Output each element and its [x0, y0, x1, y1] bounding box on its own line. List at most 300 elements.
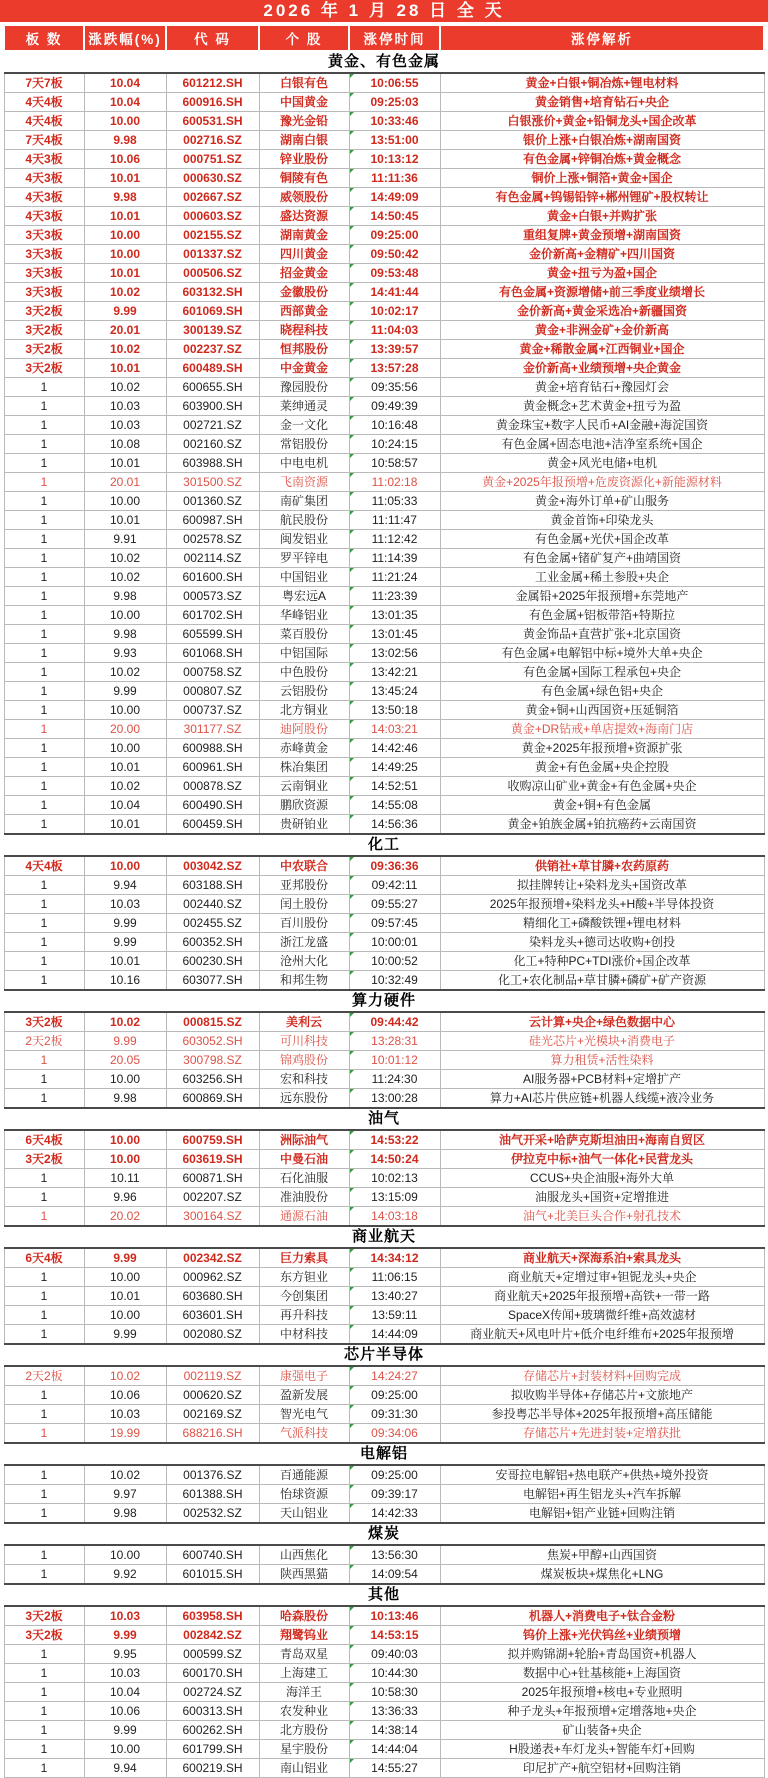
limit-up-time-cell: 11:02:18 — [349, 473, 440, 492]
cell-corner-mark-icon — [350, 1207, 354, 1211]
stock-row[interactable] — [4, 530, 764, 549]
analysis-cell: 黄金+风光电储+电机 — [440, 454, 764, 473]
boards-cell: 1 — [4, 933, 84, 952]
analysis-cell: 黄金+非洲金矿+金价新高 — [440, 321, 764, 340]
stock-row[interactable] — [4, 1485, 764, 1504]
cell-corner-mark-icon — [350, 1424, 354, 1428]
cell-corner-mark-icon — [350, 1188, 354, 1192]
cell-corner-mark-icon — [350, 416, 354, 420]
stock-name-cell: 华峰铝业 — [259, 606, 349, 625]
code-cell: 000878.SZ — [166, 777, 259, 796]
limit-up-time-cell: 14:49:09 — [349, 188, 440, 207]
boards-cell: 1 — [4, 1188, 84, 1207]
cell-corner-mark-icon — [350, 857, 354, 861]
code-cell: 600655.SH — [166, 378, 259, 397]
stock-name-cell: 中曼石油 — [259, 1150, 349, 1169]
limit-up-time-cell: 13:45:24 — [349, 682, 440, 701]
stock-name-cell: 美利云 — [259, 1012, 349, 1032]
code-cell: 603680.SH — [166, 1287, 259, 1306]
cell-corner-mark-icon — [350, 720, 354, 724]
cell-corner-mark-icon — [350, 207, 354, 211]
pct-cell: 10.06 — [84, 1702, 166, 1721]
cell-corner-mark-icon — [350, 169, 354, 173]
table-body — [4, 51, 764, 1778]
pct-cell: 10.03 — [84, 416, 166, 435]
stock-row[interactable] — [4, 933, 764, 952]
analysis-cell: 黄金饰品+直营扩张+北京国资 — [440, 625, 764, 644]
stock-row[interactable] — [4, 914, 764, 933]
stock-name-cell: 今创集团 — [259, 1287, 349, 1306]
boards-cell: 7天7板 — [4, 73, 84, 93]
cell-corner-mark-icon — [350, 682, 354, 686]
boards-cell: 1 — [4, 1702, 84, 1721]
stock-row[interactable] — [4, 492, 764, 511]
limit-up-time-cell: 09:25:03 — [349, 93, 440, 112]
boards-cell: 1 — [4, 1504, 84, 1524]
boards-cell: 1 — [4, 1664, 84, 1683]
limit-up-time-cell: 13:59:11 — [349, 1306, 440, 1325]
code-cell: 002724.SZ — [166, 1683, 259, 1702]
cell-corner-mark-icon — [350, 112, 354, 116]
stock-name-cell: 通源石油 — [259, 1207, 349, 1227]
code-cell: 605599.SH — [166, 625, 259, 644]
stock-row[interactable] — [4, 1405, 764, 1424]
boards-cell: 1 — [4, 1070, 84, 1089]
stock-name-cell: 再升科技 — [259, 1306, 349, 1325]
stock-row[interactable] — [4, 1130, 764, 1150]
analysis-cell: 拟挂牌转让+染料龙头+国资改革 — [440, 876, 764, 895]
boards-cell: 1 — [4, 971, 84, 991]
stock-row[interactable] — [4, 150, 764, 169]
boards-cell: 3天2板 — [4, 1606, 84, 1626]
pct-cell: 9.98 — [84, 587, 166, 606]
analysis-cell: 化工+特种PC+TDI涨价+国企改革 — [440, 952, 764, 971]
stock-name-cell: 和邦生物 — [259, 971, 349, 991]
stock-row[interactable] — [4, 587, 764, 606]
cell-corner-mark-icon — [350, 1626, 354, 1630]
cell-corner-mark-icon — [350, 321, 354, 325]
stock-name-cell: 云南铜业 — [259, 777, 349, 796]
code-cell: 601799.SH — [166, 1740, 259, 1759]
stock-name-cell: 中电电机 — [259, 454, 349, 473]
column-header-name: 个 股 — [259, 25, 349, 51]
analysis-cell: 收购凉山矿业+黄金+有色金属+央企 — [440, 777, 764, 796]
cell-corner-mark-icon — [350, 1268, 354, 1272]
stock-name-cell: 远东股份 — [259, 1089, 349, 1109]
stock-row[interactable] — [4, 895, 764, 914]
cell-corner-mark-icon — [350, 1721, 354, 1725]
limit-up-time-cell: 14:50:24 — [349, 1150, 440, 1169]
cell-corner-mark-icon — [350, 739, 354, 743]
stock-name-cell: 百通能源 — [259, 1465, 349, 1485]
limit-up-time-cell: 09:40:03 — [349, 1645, 440, 1664]
stock-row[interactable] — [4, 454, 764, 473]
limit-up-time-cell: 09:25:00 — [349, 1386, 440, 1405]
stock-row[interactable] — [4, 1150, 764, 1169]
stock-row[interactable] — [4, 93, 764, 112]
stock-name-cell: 气派科技 — [259, 1424, 349, 1444]
limit-up-time-cell: 14:38:14 — [349, 1721, 440, 1740]
boards-cell: 1 — [4, 914, 84, 933]
section-header-row — [4, 51, 764, 73]
pct-cell: 10.00 — [84, 245, 166, 264]
stock-row[interactable] — [4, 1545, 764, 1565]
stock-name-cell: 金一文化 — [259, 416, 349, 435]
boards-cell: 4天3板 — [4, 207, 84, 226]
boards-cell: 1 — [4, 1169, 84, 1188]
limit-up-time-cell: 13:42:21 — [349, 663, 440, 682]
code-cell: 001360.SZ — [166, 492, 259, 511]
code-cell: 600531.SH — [166, 112, 259, 131]
stock-row[interactable] — [4, 1645, 764, 1664]
stock-row[interactable] — [4, 207, 764, 226]
analysis-cell: 黄金+2025年报预增+资源扩张 — [440, 739, 764, 758]
stock-row[interactable] — [4, 1759, 764, 1778]
pct-cell: 10.00 — [84, 606, 166, 625]
stock-name-cell: 中农联合 — [259, 856, 349, 876]
limit-up-time-cell: 14:56:36 — [349, 815, 440, 835]
stock-row[interactable] — [4, 971, 764, 991]
stock-row[interactable] — [4, 169, 764, 188]
cell-corner-mark-icon — [350, 758, 354, 762]
stock-name-cell: 赤峰黄金 — [259, 739, 349, 758]
stock-row[interactable] — [4, 1721, 764, 1740]
stock-row[interactable] — [4, 1070, 764, 1089]
code-cell: 002119.SZ — [166, 1366, 259, 1386]
analysis-cell: 黄金+海外订单+矿山服务 — [440, 492, 764, 511]
stock-name-cell: 天山铝业 — [259, 1504, 349, 1524]
column-header-code: 代 码 — [166, 25, 259, 51]
analysis-cell: 有色金属+国际工程承包+央企 — [440, 663, 764, 682]
pct-cell: 10.00 — [84, 112, 166, 131]
analysis-cell: 有色金属+电解铝中标+境外大单+央企 — [440, 644, 764, 663]
stock-row[interactable] — [4, 815, 764, 835]
stock-row[interactable] — [4, 758, 764, 777]
limit-up-time-cell: 10:24:15 — [349, 435, 440, 454]
pct-cell: 9.98 — [84, 188, 166, 207]
stock-row[interactable] — [4, 739, 764, 758]
analysis-cell: 油服龙头+国资+定增推进 — [440, 1188, 764, 1207]
stock-row[interactable] — [4, 340, 764, 359]
analysis-cell: 煤炭板块+煤焦化+LNG — [440, 1565, 764, 1585]
cell-corner-mark-icon — [350, 1466, 354, 1470]
pct-cell: 10.01 — [84, 511, 166, 530]
stock-name-cell: 云铝股份 — [259, 682, 349, 701]
cell-corner-mark-icon — [350, 701, 354, 705]
pct-cell: 20.01 — [84, 321, 166, 340]
pct-cell: 9.92 — [84, 1565, 166, 1585]
stock-row[interactable] — [4, 1565, 764, 1585]
pct-cell: 9.99 — [84, 1032, 166, 1051]
cell-corner-mark-icon — [350, 1565, 354, 1569]
stock-name-cell: 飞南资源 — [259, 473, 349, 492]
analysis-cell: 黄金+铂族金属+铂抗癌药+云南国资 — [440, 815, 764, 835]
stock-row[interactable] — [4, 1169, 764, 1188]
stock-row[interactable] — [4, 682, 764, 701]
cell-corner-mark-icon — [350, 777, 354, 781]
cell-corner-mark-icon — [350, 914, 354, 918]
stock-row[interactable] — [4, 416, 764, 435]
stock-name-cell: 白银有色 — [259, 73, 349, 93]
boards-cell: 4天3板 — [4, 150, 84, 169]
cell-corner-mark-icon — [350, 549, 354, 553]
stock-row[interactable] — [4, 1606, 764, 1626]
limit-up-time-cell: 14:42:46 — [349, 739, 440, 758]
cell-corner-mark-icon — [350, 1089, 354, 1093]
code-cell: 600759.SH — [166, 1130, 259, 1150]
cell-corner-mark-icon — [350, 1759, 354, 1763]
boards-cell: 1 — [4, 416, 84, 435]
stock-row[interactable] — [4, 1740, 764, 1759]
code-cell: 603077.SH — [166, 971, 259, 991]
code-cell: 000815.SZ — [166, 1012, 259, 1032]
stock-row[interactable] — [4, 1207, 764, 1227]
analysis-cell: 油气开采+哈萨克斯坦油田+海南自贸区 — [440, 1130, 764, 1150]
stock-name-cell: 晓程科技 — [259, 321, 349, 340]
stock-row[interactable] — [4, 226, 764, 245]
code-cell: 600219.SH — [166, 1759, 259, 1778]
boards-cell: 1 — [4, 1306, 84, 1325]
stock-row[interactable] — [4, 511, 764, 530]
analysis-cell: 商业航天+定增过审+钽铌龙头+央企 — [440, 1268, 764, 1287]
pct-cell: 10.04 — [84, 1683, 166, 1702]
analysis-cell: 种子龙头+年报预增+定增落地+央企 — [440, 1702, 764, 1721]
stock-row[interactable] — [4, 245, 764, 264]
stock-row[interactable] — [4, 876, 764, 895]
pct-cell: 10.00 — [84, 739, 166, 758]
analysis-cell: 有色金属+资源增储+前三季度业绩增长 — [440, 283, 764, 302]
stock-row[interactable] — [4, 112, 764, 131]
stock-row[interactable] — [4, 952, 764, 971]
code-cell: 603052.SH — [166, 1032, 259, 1051]
boards-cell: 1 — [4, 378, 84, 397]
cell-corner-mark-icon — [350, 568, 354, 572]
pct-cell: 10.01 — [84, 169, 166, 188]
pct-cell: 10.00 — [84, 492, 166, 511]
stock-name-cell: 罗平锌电 — [259, 549, 349, 568]
stock-row[interactable] — [4, 1032, 764, 1051]
section-header-row — [4, 1344, 764, 1366]
stock-row[interactable] — [4, 606, 764, 625]
limit-up-time-cell: 14:55:27 — [349, 1759, 440, 1778]
limit-up-time-cell: 13:51:00 — [349, 131, 440, 150]
boards-cell: 1 — [4, 895, 84, 914]
pct-cell: 10.06 — [84, 150, 166, 169]
stock-name-cell: 农发种业 — [259, 1702, 349, 1721]
pct-cell: 10.00 — [84, 1150, 166, 1169]
cell-corner-mark-icon — [350, 933, 354, 937]
column-header-time: 涨停时间 — [349, 25, 440, 51]
stock-row[interactable] — [4, 1051, 764, 1070]
pct-cell: 10.02 — [84, 568, 166, 587]
stock-row[interactable] — [4, 359, 764, 378]
cell-corner-mark-icon — [350, 245, 354, 249]
stock-name-cell: 闽发铝业 — [259, 530, 349, 549]
stock-row[interactable] — [4, 1287, 764, 1306]
code-cell: 002342.SZ — [166, 1248, 259, 1268]
stock-row[interactable] — [4, 1504, 764, 1524]
code-cell: 002237.SZ — [166, 340, 259, 359]
stock-row[interactable] — [4, 568, 764, 587]
analysis-cell: 重组复牌+黄金预增+湖南国资 — [440, 226, 764, 245]
stock-row[interactable] — [4, 1465, 764, 1485]
stock-name-cell: 菜百股份 — [259, 625, 349, 644]
limit-up-time-cell: 10:00:52 — [349, 952, 440, 971]
analysis-cell: 黄金+DR钻戒+单店提效+海南门店 — [440, 720, 764, 739]
table-header — [4, 25, 764, 51]
stock-row[interactable] — [4, 1188, 764, 1207]
cell-corner-mark-icon — [350, 359, 354, 363]
stock-row[interactable] — [4, 701, 764, 720]
code-cell: 601600.SH — [166, 568, 259, 587]
pct-cell: 9.91 — [84, 530, 166, 549]
code-cell: 601015.SH — [166, 1565, 259, 1585]
boards-cell: 1 — [4, 1386, 84, 1405]
stock-row[interactable] — [4, 663, 764, 682]
column-header-pct: 涨跌幅(%) — [84, 25, 166, 51]
stock-row[interactable] — [4, 549, 764, 568]
analysis-cell: 拟收购半导体+存储芯片+文旅地产 — [440, 1386, 764, 1405]
analysis-cell: 算力租赁+活性染料 — [440, 1051, 764, 1070]
stock-row[interactable] — [4, 1386, 764, 1405]
stock-row[interactable] — [4, 644, 764, 663]
boards-cell: 3天3板 — [4, 226, 84, 245]
cell-corner-mark-icon — [350, 625, 354, 629]
stock-row[interactable] — [4, 397, 764, 416]
code-cell: 600170.SH — [166, 1664, 259, 1683]
stock-name-cell: 招金黄金 — [259, 264, 349, 283]
stock-row[interactable] — [4, 1268, 764, 1287]
pct-cell: 9.99 — [84, 933, 166, 952]
code-cell: 600740.SH — [166, 1545, 259, 1565]
boards-cell: 1 — [4, 1325, 84, 1345]
stock-row[interactable] — [4, 1325, 764, 1345]
stock-name-cell: 海洋王 — [259, 1683, 349, 1702]
pct-cell: 10.02 — [84, 340, 166, 359]
stock-row[interactable] — [4, 1702, 764, 1721]
pct-cell: 20.01 — [84, 473, 166, 492]
boards-cell: 1 — [4, 777, 84, 796]
stock-name-cell: 陕西黑猫 — [259, 1565, 349, 1585]
boards-cell: 1 — [4, 1545, 84, 1565]
boards-cell: 1 — [4, 720, 84, 739]
cell-corner-mark-icon — [350, 1504, 354, 1508]
stock-row[interactable] — [4, 264, 764, 283]
stock-row[interactable] — [4, 321, 764, 340]
stock-row[interactable] — [4, 188, 764, 207]
stock-row[interactable] — [4, 1089, 764, 1109]
analysis-cell: 黄金+稀散金属+江西铜业+国企 — [440, 340, 764, 359]
stock-row[interactable] — [4, 1626, 764, 1645]
limit-up-time-cell: 14:24:27 — [349, 1366, 440, 1386]
stock-row[interactable] — [4, 1248, 764, 1268]
stock-row[interactable] — [4, 720, 764, 739]
stock-row[interactable] — [4, 1012, 764, 1032]
stock-row[interactable] — [4, 625, 764, 644]
cell-corner-mark-icon — [350, 1070, 354, 1074]
code-cell: 000758.SZ — [166, 663, 259, 682]
stock-row[interactable] — [4, 1306, 764, 1325]
boards-cell: 1 — [4, 473, 84, 492]
stock-row[interactable] — [4, 1683, 764, 1702]
section-title: 油气 — [4, 1108, 764, 1130]
limit-up-time-cell: 14:50:45 — [349, 207, 440, 226]
code-cell: 603132.SH — [166, 283, 259, 302]
stock-name-cell: 湖南白银 — [259, 131, 349, 150]
analysis-cell: 黄金概念+艺术黄金+扭亏为盈 — [440, 397, 764, 416]
boards-cell: 1 — [4, 1683, 84, 1702]
stock-name-cell: 百川股份 — [259, 914, 349, 933]
stock-row[interactable] — [4, 435, 764, 454]
stock-name-cell: 北方铜业 — [259, 701, 349, 720]
limit-up-time-cell: 13:56:30 — [349, 1545, 440, 1565]
stock-row[interactable] — [4, 73, 764, 93]
pct-cell: 9.99 — [84, 1325, 166, 1345]
limit-up-time-cell: 14:44:09 — [349, 1325, 440, 1345]
pct-cell: 10.11 — [84, 1169, 166, 1188]
boards-cell: 1 — [4, 511, 84, 530]
stock-row[interactable] — [4, 1664, 764, 1683]
boards-cell: 3天3板 — [4, 264, 84, 283]
limit-up-time-cell: 14:42:33 — [349, 1504, 440, 1524]
stock-row[interactable] — [4, 1366, 764, 1386]
code-cell: 000737.SZ — [166, 701, 259, 720]
stock-row[interactable] — [4, 283, 764, 302]
stock-row[interactable] — [4, 1424, 764, 1444]
cell-corner-mark-icon — [350, 644, 354, 648]
cell-corner-mark-icon — [350, 1485, 354, 1489]
pct-cell: 10.01 — [84, 207, 166, 226]
limit-up-time-cell: 10:00:01 — [349, 933, 440, 952]
analysis-cell: 机器人+消费电子+钛合金粉 — [440, 1606, 764, 1626]
stock-row[interactable] — [4, 131, 764, 150]
code-cell: 002160.SZ — [166, 435, 259, 454]
stock-row[interactable] — [4, 856, 764, 876]
pct-cell: 10.00 — [84, 1545, 166, 1565]
code-cell: 603619.SH — [166, 1150, 259, 1169]
stock-name-cell: 粤宏远A — [259, 587, 349, 606]
stock-row[interactable] — [4, 796, 764, 815]
section-title: 煤炭 — [4, 1523, 764, 1545]
stock-row[interactable] — [4, 302, 764, 321]
stock-row[interactable] — [4, 473, 764, 492]
limit-up-time-cell: 10:13:46 — [349, 1606, 440, 1626]
stock-name-cell: 湖南黄金 — [259, 226, 349, 245]
limit-up-time-cell: 09:57:45 — [349, 914, 440, 933]
stock-name-cell: 贵研铂业 — [259, 815, 349, 835]
code-cell: 603988.SH — [166, 454, 259, 473]
code-cell: 600871.SH — [166, 1169, 259, 1188]
boards-cell: 1 — [4, 1051, 84, 1070]
boards-cell: 4天3板 — [4, 188, 84, 207]
section-header-row — [4, 1108, 764, 1130]
stock-row[interactable] — [4, 777, 764, 796]
stock-row[interactable] — [4, 378, 764, 397]
analysis-cell: 工业金属+稀土参股+央企 — [440, 568, 764, 587]
cell-corner-mark-icon — [350, 1386, 354, 1390]
cell-corner-mark-icon — [350, 454, 354, 458]
code-cell: 002721.SZ — [166, 416, 259, 435]
analysis-cell: 黄金+扭亏为盈+国企 — [440, 264, 764, 283]
limit-up-time-cell: 11:04:03 — [349, 321, 440, 340]
code-cell: 002440.SZ — [166, 895, 259, 914]
cell-corner-mark-icon — [350, 1702, 354, 1706]
pct-cell: 10.03 — [84, 895, 166, 914]
section-header-row — [4, 834, 764, 856]
code-cell: 603900.SH — [166, 397, 259, 416]
code-cell: 300164.SZ — [166, 1207, 259, 1227]
cell-corner-mark-icon — [350, 226, 354, 230]
